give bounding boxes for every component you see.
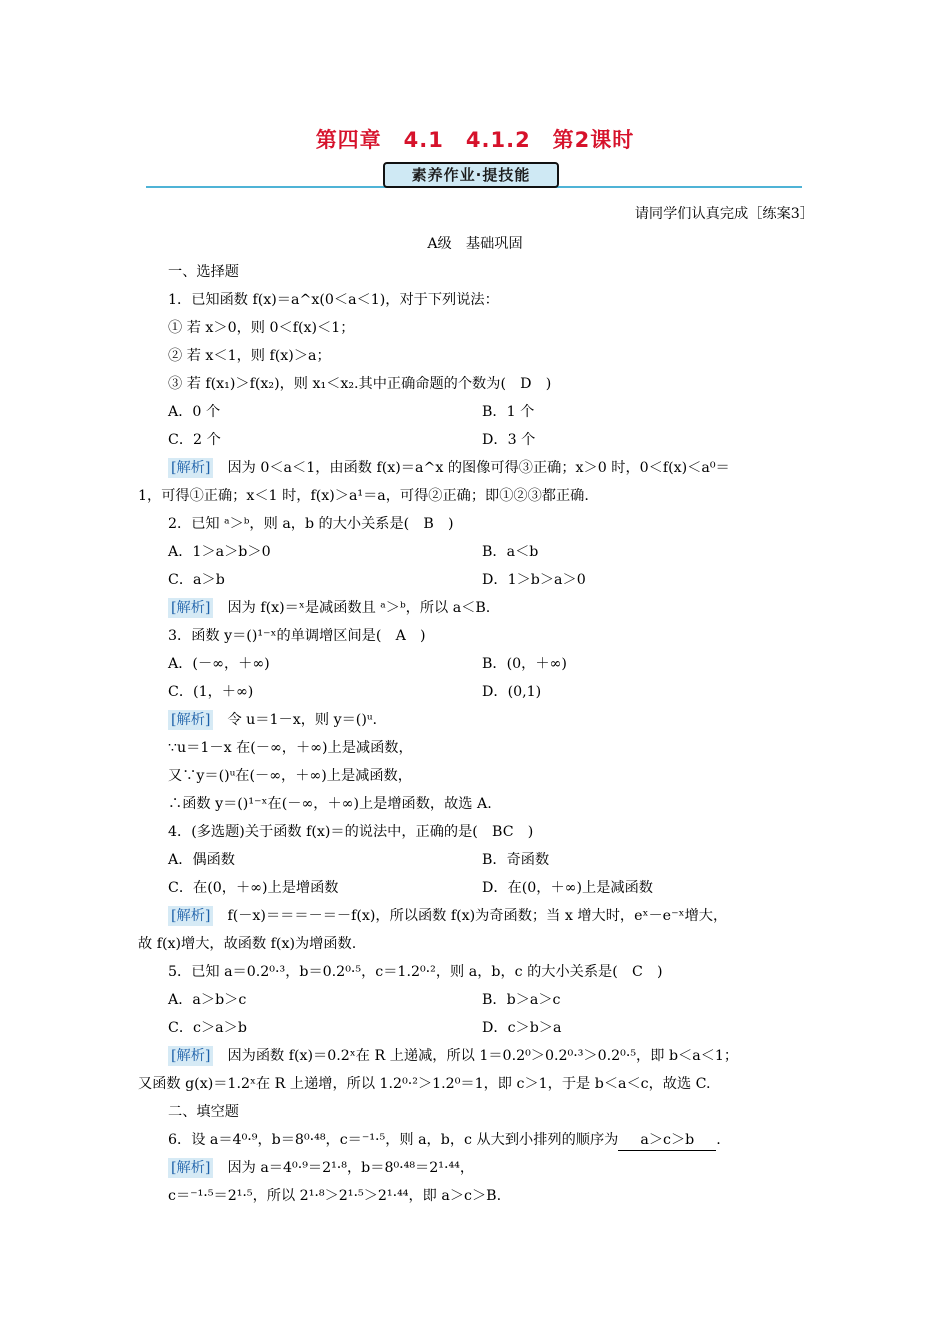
q1-option-d: D．3 个 — [482, 432, 536, 448]
analysis-tag: [解析] — [168, 598, 213, 618]
q4-stem: 4．(多选题)关于函数 f(x)＝的说法中，正确的是( BC ) — [168, 824, 534, 840]
level-heading: A级 基础巩固 — [427, 236, 523, 252]
q6-analysis-2: c＝⁻¹·⁵＝2¹·⁵，所以 2¹·⁸＞2¹·⁵＞2¹·⁴⁴，即 a＞c＞B. — [168, 1188, 502, 1204]
q1-option-b: B．1 个 — [482, 404, 535, 420]
q2-option-c: C．a＞b — [168, 572, 225, 588]
q1-option-a: A．0 个 — [168, 404, 221, 420]
q6-analysis-1: [解析] 因为 a＝4⁰·⁹＝2¹·⁸，b＝8⁰·⁴⁸＝2¹·⁴⁴， — [168, 1158, 474, 1178]
q5-analysis-2: 又函数 g(x)＝1.2ˣ在 R 上递增，所以 1.2⁰·²＞1.2⁰＝1，即 c＞1，于是 b＜a＜c，故选 C. — [138, 1076, 711, 1092]
q2-option-b: B．a＜b — [482, 544, 539, 560]
q1-statement-3: ③ 若 f(x₁)＞f(x₂)，则 x₁＜x₂.其中正确命题的个数为( D ) — [168, 376, 552, 392]
q4-option-a: A．偶函数 — [168, 852, 235, 868]
q4-option-d: D．在(0，＋∞)上是减函数 — [482, 880, 653, 896]
section-badge: 素养作业·提技能 — [383, 162, 559, 188]
q5-stem: 5．已知 a＝0.2⁰·³，b＝0.2⁰·⁵，c＝1.2⁰·²，则 a，b，c 的大小关系是( C ) — [168, 964, 663, 980]
q3-analysis-line-3: ∴函数 y＝()¹⁻ˣ在(－∞，＋∞)上是增函数，故选 A. — [168, 796, 492, 812]
analysis-tag: [解析] — [168, 458, 213, 478]
q1-statement-1: ① 若 x＞0，则 0＜f(x)＜1； — [168, 320, 355, 336]
page-title: 第四章 4.1 4.1.2 第2课时 — [315, 128, 635, 152]
q3-option-a: A．(－∞，＋∞) — [168, 656, 270, 672]
q5-option-b: B．b＞a＞c — [482, 992, 561, 1008]
section-heading-fill: 二、填空题 — [168, 1104, 239, 1120]
q4-analysis-1: [解析] f(－x)＝＝＝－＝－f(x)，所以函数 f(x)为奇函数；当 x 增大时，eˣ－e⁻ˣ增大， — [168, 906, 727, 926]
analysis-tag: [解析] — [168, 1158, 213, 1178]
q2-option-a: A．1＞a＞b＞0 — [168, 544, 271, 560]
analysis-tag: [解析] — [168, 710, 213, 730]
q2-option-d: D．1＞b＞a＞0 — [482, 572, 586, 588]
q1-option-c: C．2 个 — [168, 432, 221, 448]
section-heading-choice: 一、选择题 — [168, 264, 239, 280]
q4-option-b: B．奇函数 — [482, 852, 550, 868]
q1-stem: 1．已知函数 f(x)＝a^x(0＜a＜1)，对于下列说法： — [168, 292, 499, 308]
q4-option-c: C．在(0，＋∞)上是增函数 — [168, 880, 339, 896]
q5-analysis-1: [解析] 因为函数 f(x)＝0.2ˣ在 R 上递减，所以 1＝0.2⁰＞0.2⁰·³＞0.2⁰·⁵，即 b＜a＜1； — [168, 1046, 738, 1066]
q3-option-b: B．(0，＋∞) — [482, 656, 567, 672]
q6-answer-blank: a＞c＞b — [618, 1130, 716, 1151]
q4-analysis-2: 故 f(x)增大，故函数 f(x)为增函数. — [138, 936, 357, 952]
analysis-tag: [解析] — [168, 906, 213, 926]
q3-analysis: [解析] 令 u＝1－x，则 y＝()ᵘ. — [168, 710, 377, 730]
q3-stem: 3．函数 y＝()¹⁻ˣ的单调增区间是( A ) — [168, 628, 426, 644]
q5-option-d: D．c＞b＞a — [482, 1020, 562, 1036]
q3-analysis-line-2: 又∵y＝()ᵘ在(－∞，＋∞)上是减函数， — [168, 768, 412, 784]
q2-analysis: [解析] 因为 f(x)＝ˣ是减函数且 ᵃ＞ᵇ，所以 a＜B. — [168, 598, 490, 618]
q5-option-a: A．a＞b＞c — [168, 992, 247, 1008]
q1-statement-2: ② 若 x＜1，则 f(x)＞a； — [168, 348, 331, 364]
q5-option-c: C．c＞a＞b — [168, 1020, 247, 1036]
assignment-note: 请同学们认真完成［练案3］ — [634, 206, 814, 222]
q2-stem: 2．已知 ᵃ＞ᵇ，则 a，b 的大小关系是( B ) — [168, 516, 454, 532]
analysis-tag: [解析] — [168, 1046, 213, 1066]
q1-analysis-1: [解析] 因为 0＜a＜1，由函数 f(x)＝a^x 的图像可得③正确；x＞0 时，0＜f(x)＜a⁰＝ — [168, 458, 730, 478]
q3-option-d: D．(0,1) — [482, 684, 542, 700]
q6-stem: 6．设 a＝4⁰·⁹，b＝8⁰·⁴⁸，c＝⁻¹·⁵，则 a，b，c 从大到小排列的顺序为 a＞c＞b . — [168, 1130, 721, 1151]
q3-option-c: C．(1，＋∞) — [168, 684, 254, 700]
q3-analysis-line-1: ∵u＝1－x 在(－∞，＋∞)上是减函数， — [168, 740, 413, 756]
q1-analysis-2: 1，可得①正确；x＜1 时，f(x)＞a¹＝a，可得②正确；即①②③都正确. — [138, 488, 589, 504]
